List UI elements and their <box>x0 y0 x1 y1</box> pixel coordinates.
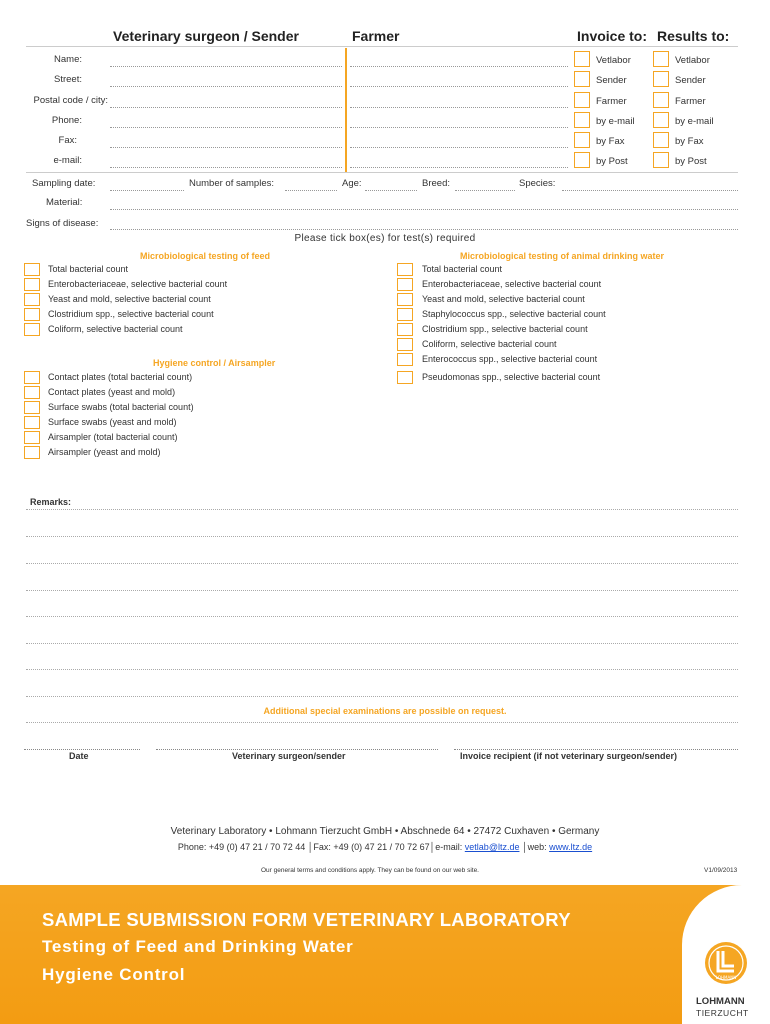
vet-signature-label: Veterinary surgeon/sender <box>232 751 346 761</box>
vet-sender-heading: Veterinary surgeon / Sender <box>113 28 299 44</box>
invoice-farmer-checkbox[interactable] <box>574 92 590 108</box>
logo-text-lohmann: LOHMANN <box>696 996 745 1007</box>
sampling-date-label: Sampling date: <box>32 178 96 189</box>
email-link[interactable]: vetlab@ltz.de <box>464 842 520 852</box>
results-option-label: Vetlabor <box>675 55 710 66</box>
water-test-checkbox[interactable] <box>397 308 413 321</box>
invoice-sender-checkbox[interactable] <box>574 71 590 87</box>
number-of-samples-label: Number of samples: <box>189 178 275 189</box>
farmer-postal-input[interactable] <box>350 107 568 108</box>
breed-label: Breed: <box>422 178 450 189</box>
water-section-title: Microbiological testing of animal drinking water <box>460 251 665 261</box>
hygiene-test-checkbox[interactable] <box>24 431 40 444</box>
water-test-label: Clostridium spp., selective bacterial count <box>422 324 588 334</box>
banner-subtitle: Testing of Feed and Drinking Water <box>42 937 354 956</box>
field-label-phone: Phone: <box>51 115 82 126</box>
date-label: Date <box>69 751 89 761</box>
results-email-checkbox[interactable] <box>653 112 669 128</box>
invoice-option-label: by Fax <box>596 136 625 147</box>
remarks-label: Remarks: <box>30 497 72 507</box>
remarks-line[interactable] <box>26 643 738 644</box>
remarks-line[interactable] <box>26 722 738 723</box>
vet-postal-input[interactable] <box>110 107 342 108</box>
results-fax-checkbox[interactable] <box>653 132 669 148</box>
vet-street-input[interactable] <box>110 86 342 87</box>
farmer-name-input[interactable] <box>350 66 568 67</box>
water-test-checkbox[interactable] <box>397 323 413 336</box>
water-test-checkbox[interactable] <box>397 278 413 291</box>
vet-fax-input[interactable] <box>110 147 342 148</box>
hygiene-test-label: Airsampler (yeast and mold) <box>48 447 161 457</box>
results-farmer-checkbox[interactable] <box>653 92 669 108</box>
hygiene-test-checkbox[interactable] <box>24 401 40 414</box>
hygiene-test-label: Surface swabs (total bacterial count) <box>48 402 194 412</box>
web-prefix-text: │web: <box>519 842 550 852</box>
invoice-option-label: by Post <box>596 156 628 167</box>
remarks-line[interactable] <box>26 590 738 591</box>
age-label: Age: <box>342 178 362 189</box>
hygiene-test-checkbox[interactable] <box>24 446 40 459</box>
invoice-option-label: by e-mail <box>596 116 635 127</box>
hygiene-section-title: Hygiene control / Airsampler <box>153 358 276 368</box>
breed-input[interactable] <box>455 190 515 191</box>
lab-address: Veterinary Laboratory • Lohmann Tierzucht GmbH • Abschnede 64 • 27472 Cuxhaven • Germany <box>170 826 600 837</box>
farmer-email-input[interactable] <box>350 167 568 168</box>
vet-phone-input[interactable] <box>110 127 342 128</box>
remarks-line[interactable] <box>26 509 738 510</box>
species-label: Species: <box>519 178 556 189</box>
signs-of-disease-input[interactable] <box>110 229 738 230</box>
hygiene-test-checkbox[interactable] <box>24 371 40 384</box>
hygiene-test-label: Airsampler (total bacterial count) <box>48 432 178 442</box>
feed-test-checkbox[interactable] <box>24 263 40 276</box>
results-option-label: Sender <box>675 75 706 86</box>
invoice-vetlabor-checkbox[interactable] <box>574 51 590 67</box>
water-test-label: Enterobacteriaceae, selective bacterial count <box>422 279 602 289</box>
water-test-label: Yeast and mold, selective bacterial count <box>422 294 585 304</box>
logo-badge-text: LOHMANN <box>715 975 737 980</box>
hygiene-test-checkbox[interactable] <box>24 416 40 429</box>
water-test-checkbox[interactable] <box>397 371 413 384</box>
material-label: Material: <box>46 197 83 208</box>
field-label-postal: Postal code / city: <box>33 95 108 106</box>
title-banner <box>0 885 770 1024</box>
banner-subtitle-2: Hygiene Control <box>42 965 186 984</box>
hygiene-test-label: Contact plates (total bacterial count) <box>48 372 193 382</box>
remarks-line[interactable] <box>26 563 738 564</box>
farmer-heading: Farmer <box>352 28 400 44</box>
remarks-line[interactable] <box>26 616 738 617</box>
results-option-label: by Post <box>675 156 707 167</box>
invoice-recipient-label: Invoice recipient (if not veterinary surgeon/sender) <box>460 751 678 761</box>
remarks-line[interactable] <box>26 696 738 697</box>
signs-of-disease-label: Signs of disease: <box>26 218 99 229</box>
water-test-checkbox[interactable] <box>397 338 413 351</box>
feed-test-label: Coliform, selective bacterial count <box>48 324 183 334</box>
invoice-fax-checkbox[interactable] <box>574 132 590 148</box>
section-rule <box>26 172 738 173</box>
feed-test-label: Yeast and mold, selective bacterial count <box>48 294 211 304</box>
web-link[interactable]: www.ltz.de <box>549 842 593 852</box>
additional-examinations-note: Additional special examinations are possible on request. <box>263 706 507 716</box>
invoice-email-checkbox[interactable] <box>574 112 590 128</box>
contact-line <box>0 842 770 852</box>
water-test-checkbox[interactable] <box>397 293 413 306</box>
water-test-label: Staphylococcus spp., selective bacterial count <box>422 309 606 319</box>
feed-test-checkbox[interactable] <box>24 278 40 291</box>
field-label-name: Name: <box>54 54 82 65</box>
column-divider <box>345 48 347 172</box>
feed-test-label: Total bacterial count <box>48 264 129 274</box>
water-test-label: Enterococcus spp., selective bacterial count <box>422 354 598 364</box>
feed-test-label: Enterobacteriaceae, selective bacterial count <box>48 279 228 289</box>
logo-text-tierzucht: TIERZUCHT <box>696 1008 749 1018</box>
age-input[interactable] <box>365 190 417 191</box>
field-label-email: e-mail: <box>53 155 82 166</box>
hygiene-test-label: Contact plates (yeast and mold) <box>48 387 176 397</box>
water-test-label: Pseudomonas spp., selective bacterial count <box>422 372 601 382</box>
results-sender-checkbox[interactable] <box>653 71 669 87</box>
tick-instruction: Please tick box(es) for test(s) required <box>294 233 476 244</box>
feed-section-title: Microbiological testing of feed <box>140 251 271 261</box>
lohmann-logo-icon <box>704 941 748 985</box>
phone-fax-text: Phone: +49 (0) 47 21 / 70 72 44 │Fax: +49 (0) 47 21 / 70 72 67│e-mail: <box>177 842 465 852</box>
invoice-option-label: Farmer <box>596 96 627 107</box>
vet-email-input[interactable] <box>110 167 342 168</box>
results-option-label: Farmer <box>675 96 706 107</box>
invoice-option-label: Sender <box>596 75 627 86</box>
results-option-label: by Fax <box>675 136 704 147</box>
species-input[interactable] <box>562 190 738 191</box>
results-to-heading: Results to: <box>657 28 730 44</box>
material-input[interactable] <box>110 209 738 210</box>
farmer-phone-input[interactable] <box>350 127 568 128</box>
feed-test-label: Clostridium spp., selective bacterial count <box>48 309 214 319</box>
farmer-street-input[interactable] <box>350 86 568 87</box>
water-test-checkbox[interactable] <box>397 263 413 276</box>
vet-signature-line[interactable] <box>156 749 438 750</box>
date-signature-line[interactable] <box>24 749 140 750</box>
feed-test-checkbox[interactable] <box>24 293 40 306</box>
results-post-checkbox[interactable] <box>653 152 669 168</box>
vet-name-input[interactable] <box>110 66 342 67</box>
invoice-option-label: Vetlabor <box>596 55 631 66</box>
field-label-fax: Fax: <box>58 135 77 146</box>
water-test-label: Total bacterial count <box>422 264 503 274</box>
banner-title: SAMPLE SUBMISSION FORM VETERINARY LABORATORY <box>42 909 571 930</box>
results-vetlabor-checkbox[interactable] <box>653 51 669 67</box>
field-label-street: Street: <box>54 74 82 85</box>
water-test-checkbox[interactable] <box>397 353 413 366</box>
farmer-fax-input[interactable] <box>350 147 568 148</box>
invoice-post-checkbox[interactable] <box>574 152 590 168</box>
feed-test-checkbox[interactable] <box>24 308 40 321</box>
hygiene-test-checkbox[interactable] <box>24 386 40 399</box>
remarks-line[interactable] <box>26 536 738 537</box>
hygiene-test-label: Surface swabs (yeast and mold) <box>48 417 177 427</box>
top-rule <box>26 46 738 47</box>
number-of-samples-input[interactable] <box>285 190 337 191</box>
feed-test-checkbox[interactable] <box>24 323 40 336</box>
results-option-label: by e-mail <box>675 116 714 127</box>
terms-note: Our general terms and conditions apply. They can be found on our web site. <box>260 867 479 874</box>
invoice-to-heading: Invoice to: <box>577 28 648 44</box>
remarks-line[interactable] <box>26 669 738 670</box>
water-test-label: Coliform, selective bacterial count <box>422 339 557 349</box>
version-label: V1/09/2013 <box>704 867 738 874</box>
logo-panel <box>682 885 770 1024</box>
invoice-recipient-signature-line[interactable] <box>454 749 738 750</box>
sampling-date-input[interactable] <box>110 190 184 191</box>
